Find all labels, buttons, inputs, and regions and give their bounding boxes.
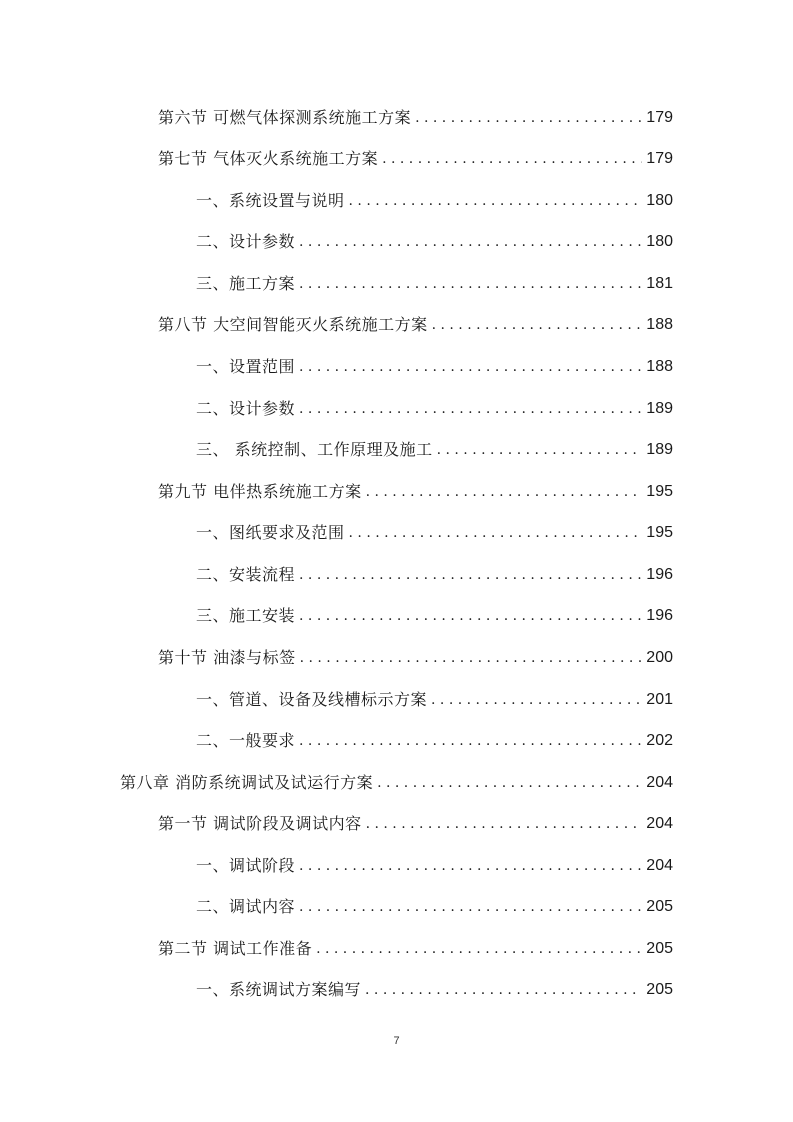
toc-entry-page: 181 bbox=[646, 275, 673, 292]
toc-leader-dots bbox=[299, 565, 642, 585]
toc-leader-dots bbox=[366, 482, 643, 502]
toc-entry-page: 201 bbox=[646, 691, 673, 708]
toc-entry-title: 二、调试内容 bbox=[196, 897, 296, 916]
toc-entry[interactable] bbox=[196, 598, 673, 626]
toc-entry-title: 一、管道、设备及线槽标示方案 bbox=[196, 690, 428, 709]
toc-entry-title: 第八章 消防系统调试及试运行方案 bbox=[120, 773, 374, 792]
toc-entry-page: 189 bbox=[646, 441, 673, 458]
toc-entry-page: 200 bbox=[646, 649, 673, 666]
toc-entry-title: 二、一般要求 bbox=[196, 731, 296, 750]
toc-entry-title: 第十节 油漆与标签 bbox=[158, 648, 296, 667]
toc-leader-dots bbox=[431, 690, 642, 710]
toc-leader-dots bbox=[382, 149, 642, 169]
toc-entry-page: 204 bbox=[646, 857, 673, 874]
toc-leader-dots bbox=[299, 399, 642, 419]
toc-leader-dots bbox=[349, 191, 643, 211]
toc-entry-page: 202 bbox=[646, 732, 673, 749]
toc-leader-dots bbox=[432, 315, 643, 335]
page-number: 7 bbox=[393, 1035, 400, 1047]
toc-entry[interactable] bbox=[196, 557, 673, 585]
toc-leader-dots bbox=[365, 980, 642, 1000]
toc-entry-title: 第六节 可燃气体探测系统施工方案 bbox=[158, 108, 412, 127]
toc-entry-page: 188 bbox=[646, 316, 673, 333]
toc-entry[interactable] bbox=[196, 682, 673, 710]
toc-entry-page: 204 bbox=[646, 815, 673, 832]
toc-entry-page: 195 bbox=[646, 524, 673, 541]
toc-leader-dots bbox=[437, 440, 643, 460]
toc-entry-page: 196 bbox=[646, 607, 673, 624]
toc-leader-dots bbox=[299, 897, 642, 917]
toc-entry[interactable] bbox=[196, 432, 673, 460]
toc-entry-page: 179 bbox=[646, 150, 673, 167]
toc-entry-page: 188 bbox=[646, 358, 673, 375]
toc-leader-dots bbox=[299, 274, 642, 294]
toc-leader-dots bbox=[366, 814, 643, 834]
toc-entry-page: 196 bbox=[646, 566, 673, 583]
toc-entry-page: 195 bbox=[646, 483, 673, 500]
toc-entry-page: 205 bbox=[646, 898, 673, 915]
toc-entry[interactable] bbox=[196, 515, 673, 543]
toc-entry-page: 205 bbox=[646, 940, 673, 957]
toc-entry-title: 二、设计参数 bbox=[196, 399, 296, 418]
toc-entry[interactable] bbox=[196, 349, 673, 377]
toc-entry[interactable] bbox=[158, 141, 673, 169]
toc-entry[interactable] bbox=[196, 889, 673, 917]
toc-entry[interactable] bbox=[196, 266, 673, 294]
toc-entry[interactable] bbox=[196, 848, 673, 876]
toc-entry-page: 204 bbox=[646, 774, 673, 791]
toc-leader-dots bbox=[316, 939, 642, 959]
toc-leader-dots bbox=[299, 357, 642, 377]
toc-entry-title: 第一节 调试阶段及调试内容 bbox=[158, 814, 362, 833]
toc-entry[interactable] bbox=[196, 972, 673, 1000]
toc-entry[interactable] bbox=[158, 100, 673, 128]
toc-leader-dots bbox=[299, 232, 642, 252]
toc-entry[interactable] bbox=[158, 931, 673, 959]
toc-entry-page: 205 bbox=[646, 981, 673, 998]
toc-leader-dots bbox=[299, 606, 642, 626]
toc-entry[interactable] bbox=[158, 474, 673, 502]
toc-leader-dots bbox=[299, 731, 642, 751]
toc-entry[interactable] bbox=[158, 640, 673, 668]
toc-leader-dots bbox=[349, 523, 643, 543]
toc-entry-title: 一、调试阶段 bbox=[196, 856, 296, 875]
toc-entry-title: 二、安装流程 bbox=[196, 565, 296, 584]
toc-entry[interactable] bbox=[158, 307, 673, 335]
toc-entry-title: 三、施工安装 bbox=[196, 606, 296, 625]
toc-entry[interactable] bbox=[196, 391, 673, 419]
toc-entry-page: 179 bbox=[646, 109, 673, 126]
toc-entry-title: 一、设置范围 bbox=[196, 357, 296, 376]
toc-entry-page: 180 bbox=[646, 192, 673, 209]
toc-entry[interactable] bbox=[158, 806, 673, 834]
toc-entry-title: 一、系统设置与说明 bbox=[196, 191, 345, 210]
toc-leader-dots bbox=[300, 648, 643, 668]
toc-entry[interactable] bbox=[120, 765, 673, 793]
toc-entry-title: 一、图纸要求及范围 bbox=[196, 523, 345, 542]
toc-entry-title: 三、 系统控制、工作原理及施工 bbox=[196, 440, 433, 459]
toc-entry-title: 第七节 气体灭火系统施工方案 bbox=[158, 149, 379, 168]
toc-entry-title: 第八节 大空间智能灭火系统施工方案 bbox=[158, 315, 428, 334]
toc-entry[interactable] bbox=[196, 224, 673, 252]
toc-entry-title: 一、系统调试方案编写 bbox=[196, 980, 362, 999]
toc-entry-page: 189 bbox=[646, 400, 673, 417]
toc-entry-page: 180 bbox=[646, 233, 673, 250]
toc-entry-title: 二、设计参数 bbox=[196, 232, 296, 251]
toc-leader-dots bbox=[299, 856, 642, 876]
toc-entry[interactable] bbox=[196, 183, 673, 211]
toc-leader-dots bbox=[377, 773, 642, 793]
toc-entry-title: 第二节 调试工作准备 bbox=[158, 939, 313, 958]
toc-entry-title: 三、施工方案 bbox=[196, 274, 296, 293]
toc-entry-title: 第九节 电伴热系统施工方案 bbox=[158, 482, 362, 501]
toc-leader-dots bbox=[415, 108, 642, 128]
toc-entry[interactable] bbox=[196, 723, 673, 751]
